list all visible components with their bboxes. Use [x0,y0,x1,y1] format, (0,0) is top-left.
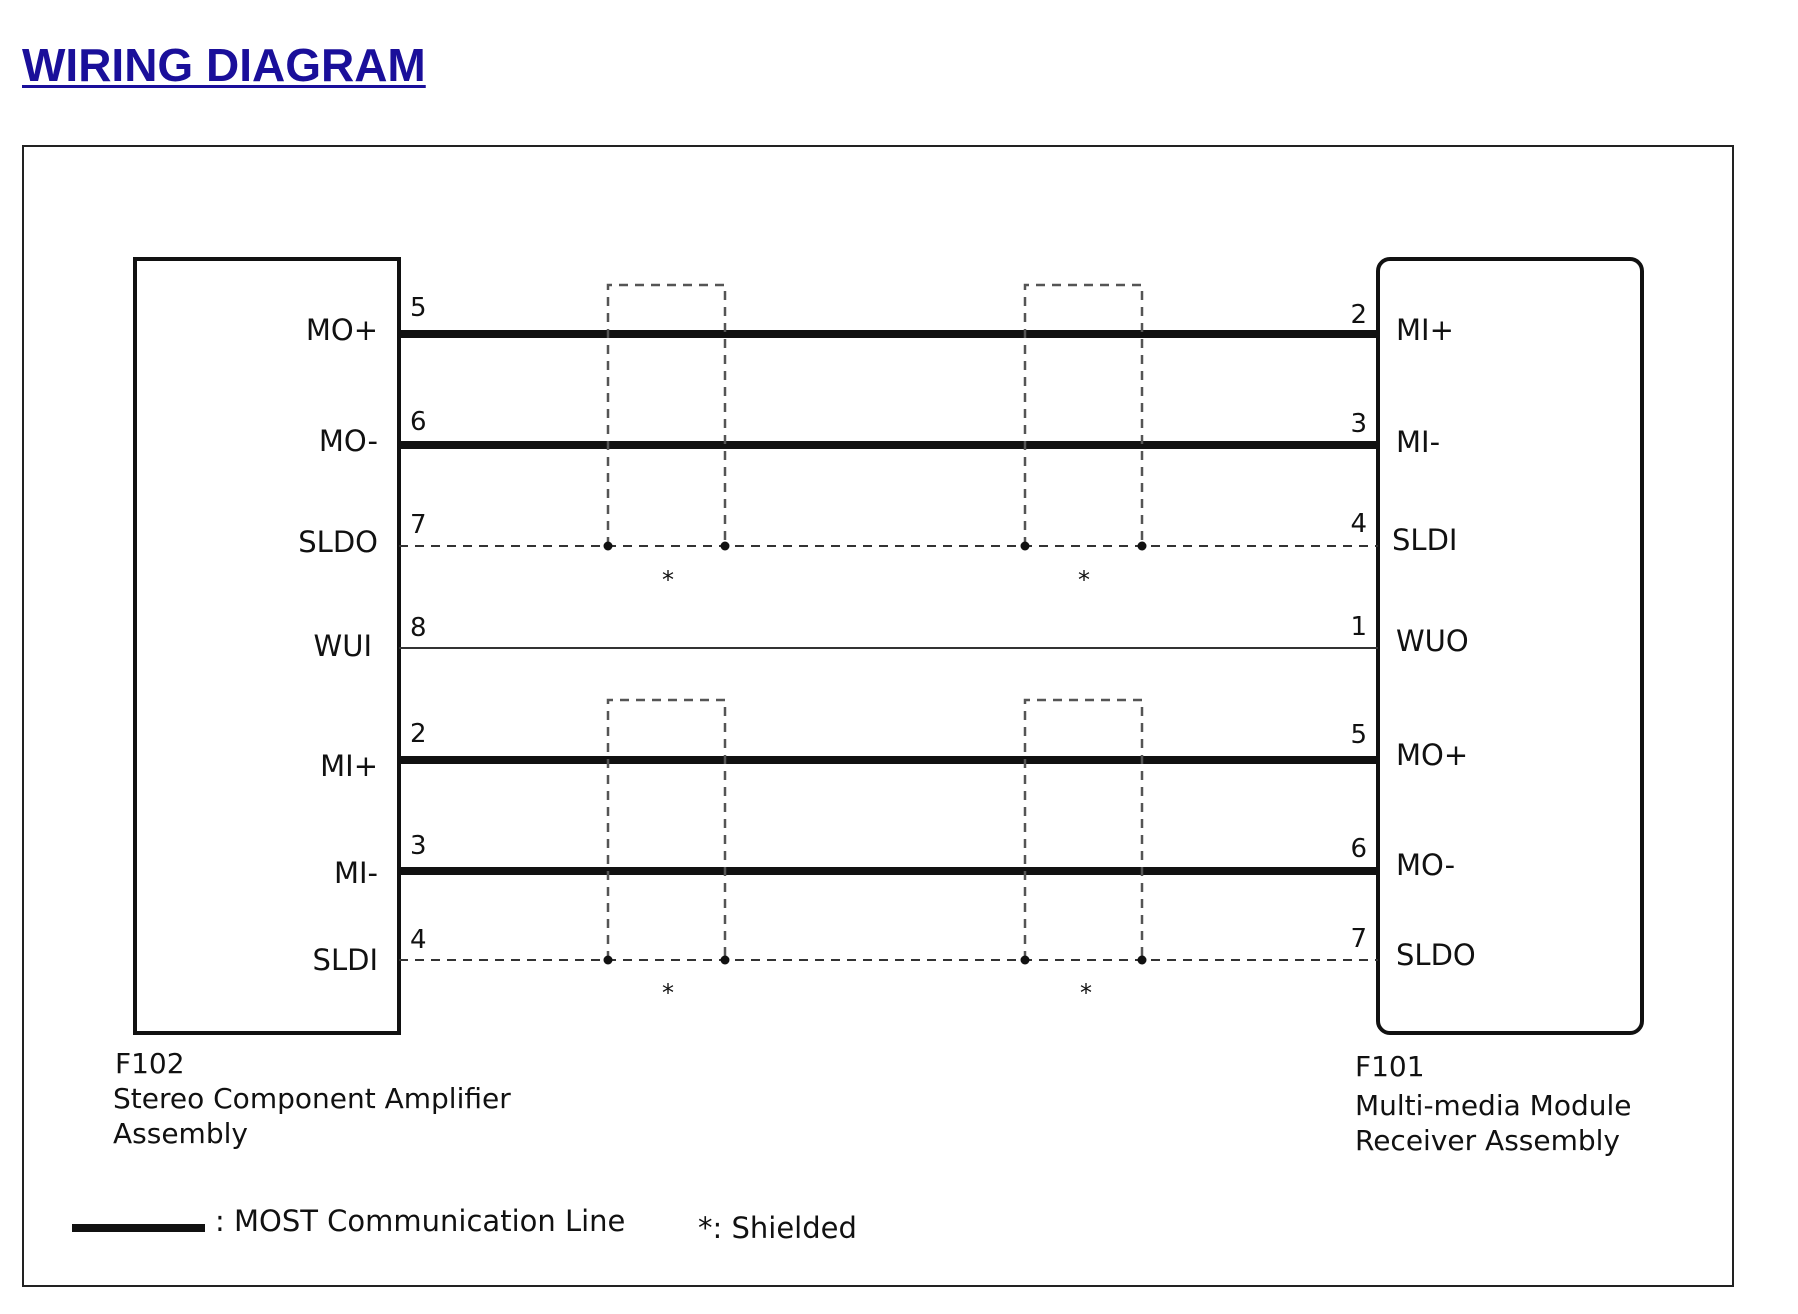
shields-lower [608,700,1142,960]
right-pin-label: MI+ [1396,313,1454,347]
right-pin-label: SLDI [1392,523,1458,557]
left-pin-number: 4 [410,925,427,955]
left-pin-label: MO- [318,424,378,458]
legend-most-line: : MOST Communication Line [215,1204,626,1238]
right-pin-number: 5 [1350,720,1367,750]
left-connector-code: F102 [115,1047,185,1080]
shield-outline [608,285,725,546]
right-connector-caption [1355,1050,1631,1157]
shield-mark: * [1080,979,1092,1007]
right-pin-labels [1392,313,1476,972]
left-pin-label: MO+ [305,313,378,347]
left-pin-number: 8 [410,613,427,643]
right-pin-number: 6 [1350,834,1367,864]
page-title: WIRING DIAGRAM [22,39,426,91]
wires [399,334,1378,960]
shield-mark: * [662,566,674,594]
left-connector-name: Assembly [113,1117,248,1150]
right-pin-label: MI- [1396,425,1441,459]
shield-mark: * [1078,566,1090,594]
shield-outline [1025,700,1142,960]
right-pin-numbers [1350,300,1367,954]
junction-dots [604,542,1147,965]
right-connector-name: Multi-media Module [1355,1089,1632,1122]
right-pin-label: SLDO [1396,938,1476,972]
shield-outline [608,700,725,960]
left-pin-numbers [410,293,427,955]
legend-shielded: *: Shielded [698,1211,857,1245]
shields-upper [608,285,1142,546]
left-pin-label: SLDO [298,525,378,559]
left-pin-number: 6 [410,407,427,437]
right-pin-number: 1 [1350,612,1367,642]
right-pin-label: MO+ [1396,738,1469,772]
shield-outline [1025,285,1142,546]
left-connector-name: Stereo Component Amplifier [113,1082,511,1115]
left-pin-number: 7 [410,510,427,540]
left-pin-labels [298,313,378,977]
right-connector-code: F101 [1355,1050,1425,1083]
left-pin-label: WUI [313,629,372,663]
right-pin-number: 4 [1350,509,1367,539]
right-pin-label: WUO [1396,624,1469,658]
right-pin-number: 2 [1350,300,1367,330]
left-pin-number: 2 [410,719,427,749]
left-connector-caption [113,1047,511,1150]
left-pin-label: MI- [333,856,378,890]
right-pin-label: MO- [1396,848,1456,882]
right-connector-name: Receiver Assembly [1355,1124,1620,1157]
legend [72,1204,857,1245]
right-pin-number: 7 [1350,924,1367,954]
left-pin-label: SLDI [312,943,378,977]
left-pin-label: MI+ [320,749,378,783]
shield-mark: * [662,979,674,1007]
left-pin-number: 3 [410,831,427,861]
right-pin-number: 3 [1350,409,1367,439]
left-pin-number: 5 [410,293,427,323]
